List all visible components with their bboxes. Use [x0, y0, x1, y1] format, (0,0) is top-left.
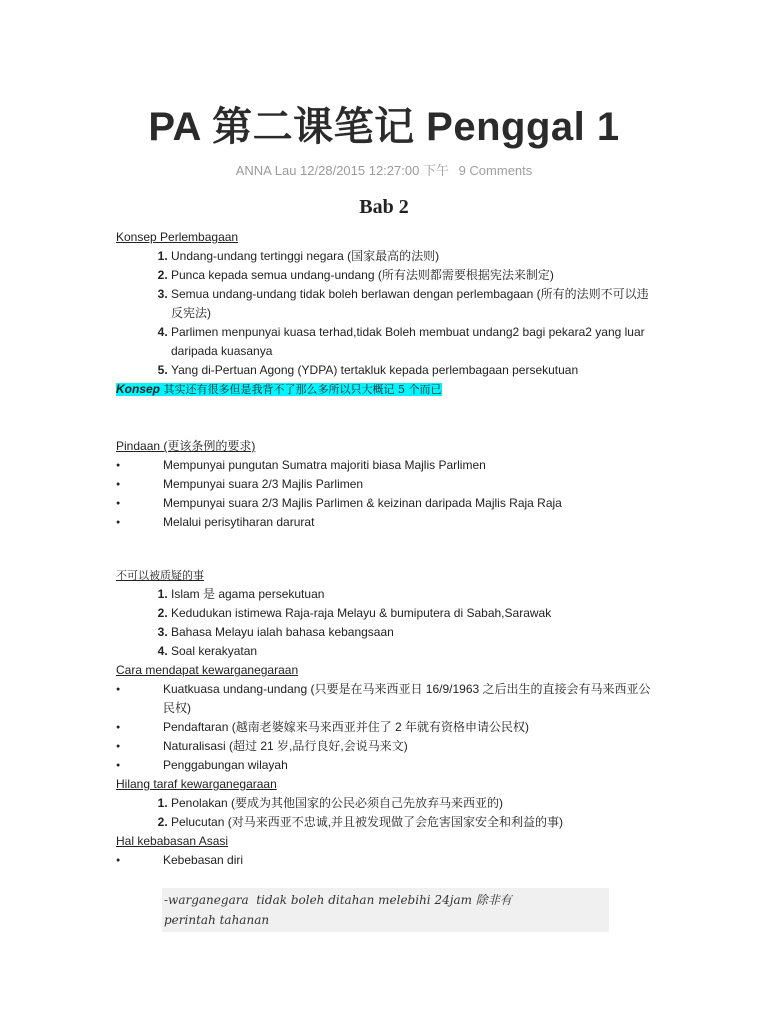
list-item: 4. Soal kerakyatan — [171, 642, 656, 661]
section-title-hal: Hal kebabasan Asasi — [116, 834, 229, 848]
konsep-note — [116, 380, 656, 399]
tidak-list — [116, 585, 656, 661]
list-item: ● Pendaftaran (越南老婆嫁来马来西亚并住了 2 年就有资格申请公民权) — [116, 718, 656, 737]
post-title: PA 第二课笔记 Penggal 1 — [148, 105, 620, 149]
comments-link[interactable]: 9 Comments — [458, 163, 533, 178]
list-item: 3. Bahasa Melayu ialah bahasa kebangsaan — [171, 623, 656, 642]
post-author[interactable]: ANNA Lau — [235, 163, 297, 178]
list-item: ● Penggabungan wilayah — [116, 756, 656, 775]
hal-list — [116, 851, 656, 870]
list-item: 1. Penolakan (要成为其他国家的公民必须自己先放弃马来西亚的) — [171, 794, 656, 813]
list-item: 1. Undang-undang tertinggi negara (国家最高的法则) — [171, 247, 656, 266]
list-item: 2. Kedudukan istimewa Raja-raja Melayu & bumiputera di Sabah,Sarawak — [171, 604, 656, 623]
section-title-tidak: 不可以被质疑的事 — [116, 569, 204, 582]
post-datetime[interactable]: 12/28/2015 12:27:00 下午 — [300, 163, 449, 178]
code-note: -warganegara tidak boleh ditahan melebihi 24jam 除非有 perintah tahanan — [162, 888, 609, 932]
note-keyword: Konsep — [116, 382, 161, 396]
note-text: 其实还有很多但是我背不了那么多所以只大概记 5 个而已 — [160, 383, 442, 396]
section-title-pindaan: Pindaan (更该条例的要求) — [116, 439, 256, 453]
hilang-list — [116, 794, 656, 832]
list-item: 2. Punca kepada semua undang-undang (所有法则都需要根据宪法来制定) — [171, 266, 656, 285]
list-item: ● Mempunyai suara 2/3 Majlis Parlimen & keizinan daripada Majlis Raja Raja — [116, 494, 656, 513]
list-item: ● Melalui perisytiharan darurat — [116, 513, 656, 532]
list-item: ● Kuatkuasa undang-undang (只要是在马来西亚日 16/9/1963 之后出生的直接会有马来西亚公民权) — [116, 680, 656, 718]
highlighted-note — [116, 383, 442, 396]
list-item: 2. Pelucutan (对马来西亚不忠诚,并且被发现做了会危害国家安全和利益的事) — [171, 813, 656, 832]
section-title-hilang: Hilang taraf kewarganegaraan — [116, 777, 277, 791]
list-item: ● Mempunyai suara 2/3 Majlis Parlimen — [116, 475, 656, 494]
section-title-konsep: Konsep Perlembagaan — [116, 230, 239, 244]
list-item: 5. Yang di-Pertuan Agong (YDPA) tertakluk kepada perlembagaan persekutuan — [171, 361, 656, 380]
konsep-list — [116, 247, 656, 380]
post-body — [116, 228, 656, 932]
list-item: ● Kebebasan diri — [116, 851, 656, 870]
cara-list — [116, 680, 656, 775]
section-heading: Bab 2 — [359, 196, 409, 218]
list-item: 4. Parlimen menpunyai kuasa terhad,tidak Boleh membuat undang2 bagi pekara2 yang luar daripada kuasanya — [171, 323, 656, 361]
list-item: 1. Islam 是 agama persekutuan — [171, 585, 656, 604]
section-title-cara: Cara mendapat kewarganegaraan — [116, 663, 299, 677]
pindaan-list — [116, 456, 656, 532]
list-item: ● Naturalisasi (超过 21 岁,品行良好,会说马来文) — [116, 737, 656, 756]
post-meta — [0, 160, 768, 179]
list-item: ● Mempunyai pungutan Sumatra majoriti biasa Majlis Parlimen — [116, 456, 656, 475]
list-item: 3. Semua undang-undang tidak boleh berlawan dengan perlembagaan (所有的法则不可以违反宪法) — [171, 285, 656, 323]
